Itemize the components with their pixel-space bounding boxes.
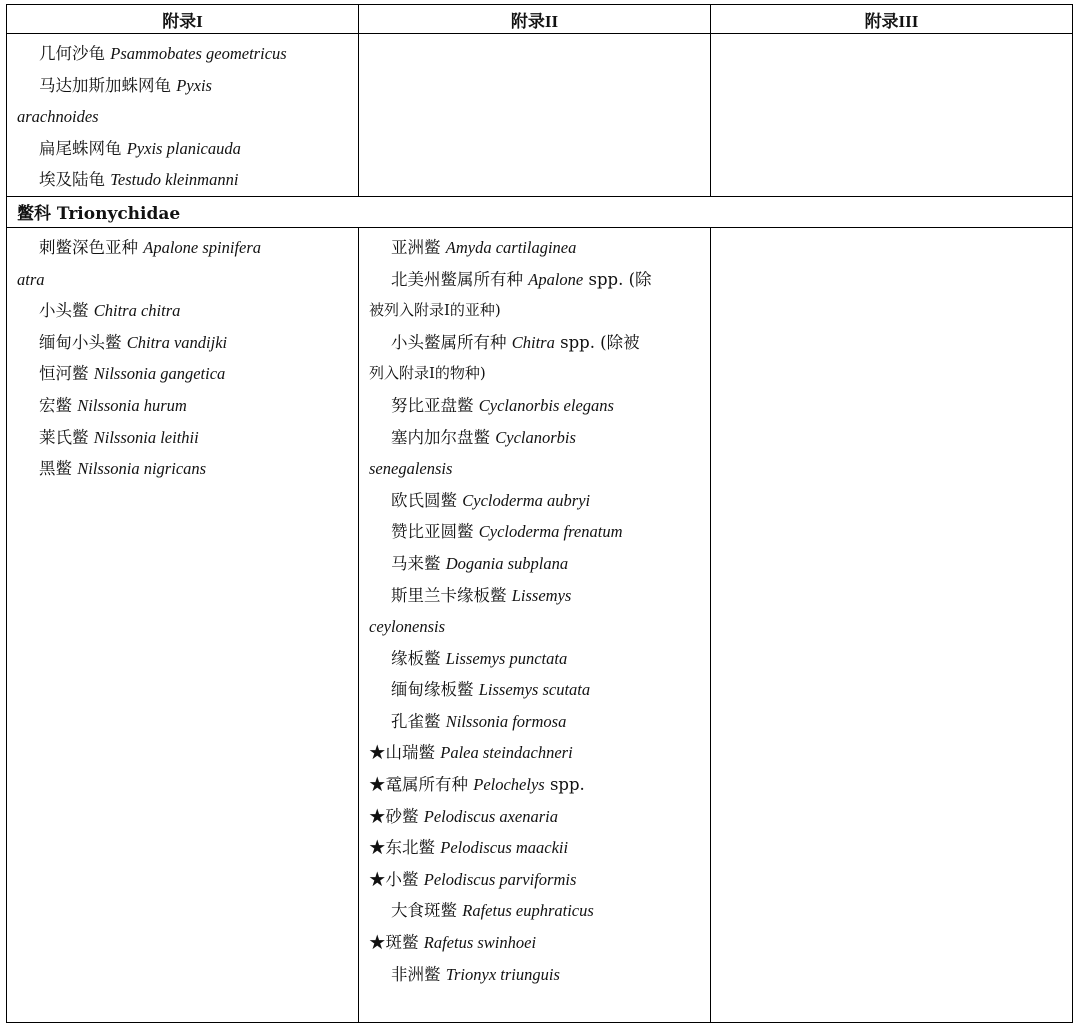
species-entry xyxy=(359,232,710,264)
species-scientific-name: Nilssonia gangetica xyxy=(93,364,226,384)
block1-appendix-1-cell xyxy=(7,34,359,197)
species-chinese-name: 赞比亚圆鳖 xyxy=(391,522,479,542)
species-chinese-name: ★鼋属所有种 xyxy=(369,775,474,795)
species-entry xyxy=(7,38,358,70)
species-scientific-name: Pyxis planicauda xyxy=(126,138,241,158)
species-entry xyxy=(359,864,710,896)
species-entry xyxy=(359,643,710,675)
species-list xyxy=(7,38,358,196)
species-chinese-name: 扁尾蛛网龟 xyxy=(39,138,127,158)
species-scientific-name: ceylonensis xyxy=(369,617,446,637)
species-scientific-name: Psammobates geometricus xyxy=(110,44,287,63)
species-entry xyxy=(359,769,710,801)
block1-row xyxy=(7,34,1073,197)
species-chinese-name: 埃及陆龟 xyxy=(39,170,111,190)
species-scientific-name: Palea steindachneri xyxy=(440,743,573,763)
species-chinese-name: 斯里兰卡缘板鳖 xyxy=(391,585,512,605)
cites-appendix-table xyxy=(6,4,1073,1023)
block2-appendix-2-cell xyxy=(359,227,711,1022)
species-chinese-name: 马来鳖 xyxy=(391,553,446,573)
species-scientific-name: Amyda cartilaginea xyxy=(445,237,577,257)
species-chinese-name: 非洲鳖 xyxy=(391,964,446,984)
species-chinese-name: 宏鳖 xyxy=(39,395,78,415)
species-scientific-name: Apalone spinifera xyxy=(143,237,262,257)
species-entry xyxy=(7,133,358,165)
species-entry xyxy=(359,390,710,422)
species-entry xyxy=(7,327,358,359)
species-chinese-name: ★东北鳖 xyxy=(369,838,441,858)
species-entry xyxy=(7,390,358,422)
species-entry xyxy=(359,295,710,327)
block1-appendix-3-cell xyxy=(711,34,1073,197)
species-scientific-name: Cycloderma aubryi xyxy=(462,490,591,510)
species-note: spp. xyxy=(544,775,585,795)
species-entry xyxy=(7,453,358,485)
species-chinese-name: 被列入附录I的亚种) xyxy=(369,301,501,320)
species-entry xyxy=(7,164,358,196)
appendix-table-page xyxy=(6,4,1072,1023)
species-entry xyxy=(359,516,710,548)
family-heading-cell xyxy=(7,196,1073,227)
species-entry xyxy=(7,101,358,133)
block2-row xyxy=(7,227,1073,1022)
species-scientific-name: Rafetus euphraticus xyxy=(462,901,594,921)
species-scientific-name: Nilssonia formosa xyxy=(445,711,567,731)
species-scientific-name: Pelodiscus maackii xyxy=(440,838,569,858)
species-entry xyxy=(359,801,710,833)
species-chinese-name: 缘板鳖 xyxy=(391,648,446,668)
species-chinese-name: ★山瑞鳖 xyxy=(369,743,441,763)
species-entry xyxy=(359,327,710,359)
species-entry xyxy=(359,422,710,454)
species-entry xyxy=(7,295,358,327)
species-scientific-name: Nilssonia leithii xyxy=(93,427,199,447)
species-scientific-name: Testudo kleinmanni xyxy=(110,170,239,190)
family-heading xyxy=(7,204,180,224)
header-appendix-2: 附录II xyxy=(359,5,711,34)
species-entry xyxy=(359,895,710,927)
block2-appendix-3-cell xyxy=(711,227,1073,1022)
species-chinese-name: 大食斑鳖 xyxy=(391,901,463,921)
species-chinese-name: 刺鳖深色亚种 xyxy=(39,237,144,257)
species-scientific-name: Apalone xyxy=(528,269,584,289)
species-chinese-name: ★斑鳖 xyxy=(369,933,424,953)
species-chinese-name: 亚洲鳖 xyxy=(391,237,446,257)
species-chinese-name: ★砂鳖 xyxy=(369,806,424,826)
species-scientific-name: Nilssonia hurum xyxy=(77,395,187,415)
species-entry xyxy=(359,485,710,517)
species-chinese-name: 黑鳖 xyxy=(39,459,78,479)
species-entry xyxy=(7,422,358,454)
species-chinese-name: ★小鳖 xyxy=(369,869,424,889)
species-scientific-name: Pelodiscus parviformis xyxy=(423,869,577,889)
species-entry xyxy=(7,264,358,296)
species-entry xyxy=(7,232,358,264)
species-entry xyxy=(359,959,710,991)
header-row xyxy=(7,5,1073,34)
species-chinese-name: 莱氏鳖 xyxy=(39,427,94,447)
species-chinese-name: 欧氏圆鳖 xyxy=(391,490,463,510)
species-chinese-name: 小头鳖属所有种 xyxy=(391,332,512,352)
species-chinese-name: 孔雀鳖 xyxy=(391,711,446,731)
species-entry xyxy=(359,674,710,706)
species-scientific-name: Lissemys punctata xyxy=(445,648,568,668)
species-scientific-name: Lissemys scutata xyxy=(478,680,591,700)
species-scientific-name: arachnoides xyxy=(17,107,99,127)
species-entry xyxy=(359,264,710,296)
species-entry xyxy=(359,611,710,643)
species-scientific-name: Cyclanorbis xyxy=(495,427,576,447)
species-scientific-name: Rafetus swinhoei xyxy=(423,933,537,953)
header-appendix-3: 附录III xyxy=(711,5,1073,34)
family-name-latin: Trionychidae xyxy=(56,204,181,225)
species-scientific-name: atra xyxy=(17,269,45,289)
species-entry xyxy=(359,737,710,769)
species-entry xyxy=(359,453,710,485)
species-entry xyxy=(359,580,710,612)
species-chinese-name: 努比亚盘鳖 xyxy=(391,395,479,415)
species-entry xyxy=(359,927,710,959)
species-scientific-name: Pyxis xyxy=(176,75,212,95)
species-chinese-name: 几何沙龟 xyxy=(39,44,111,63)
species-entry xyxy=(359,548,710,580)
header-appendix-1: 附录I xyxy=(7,5,359,34)
species-scientific-name: Dogania subplana xyxy=(445,553,569,573)
species-scientific-name: Cyclanorbis elegans xyxy=(478,395,614,415)
species-scientific-name: Pelodiscus axenaria xyxy=(423,806,559,826)
species-scientific-name: senegalensis xyxy=(369,459,453,479)
species-list xyxy=(359,232,710,990)
species-scientific-name: Cycloderma frenatum xyxy=(478,522,623,542)
block1-appendix-2-cell xyxy=(359,34,711,197)
species-entry xyxy=(359,358,710,390)
species-chinese-name: 缅甸小头鳖 xyxy=(39,332,127,352)
species-scientific-name: Lissemys xyxy=(511,585,572,605)
species-chinese-name: 缅甸缘板鳖 xyxy=(391,680,479,700)
family-name-zh: 鳖科 xyxy=(17,204,51,225)
species-chinese-name: 恒河鳖 xyxy=(39,364,94,384)
block2-appendix-1-cell xyxy=(7,227,359,1022)
species-entry xyxy=(359,706,710,738)
species-chinese-name: 小头鳖 xyxy=(39,301,94,321)
species-scientific-name: Chitra xyxy=(511,332,555,352)
species-entry xyxy=(7,70,358,102)
species-chinese-name: 马达加斯加蛛网龟 xyxy=(39,75,177,95)
species-scientific-name: Nilssonia nigricans xyxy=(77,459,207,479)
species-note: spp. (除被 xyxy=(554,332,640,352)
species-note: spp. (除 xyxy=(583,269,652,289)
species-scientific-name: Chitra vandijki xyxy=(126,332,228,352)
species-chinese-name: 塞内加尔盘鳖 xyxy=(391,427,496,447)
species-entry xyxy=(359,832,710,864)
species-chinese-name: 北美州鳖属所有种 xyxy=(391,269,529,289)
species-entry xyxy=(7,358,358,390)
species-chinese-name: 列入附录I的物种) xyxy=(369,364,486,383)
species-list xyxy=(7,232,358,485)
species-scientific-name: Chitra chitra xyxy=(93,301,181,321)
species-scientific-name: Trionyx triunguis xyxy=(445,964,560,984)
family-row xyxy=(7,196,1073,227)
species-scientific-name: Pelochelys xyxy=(473,775,545,795)
